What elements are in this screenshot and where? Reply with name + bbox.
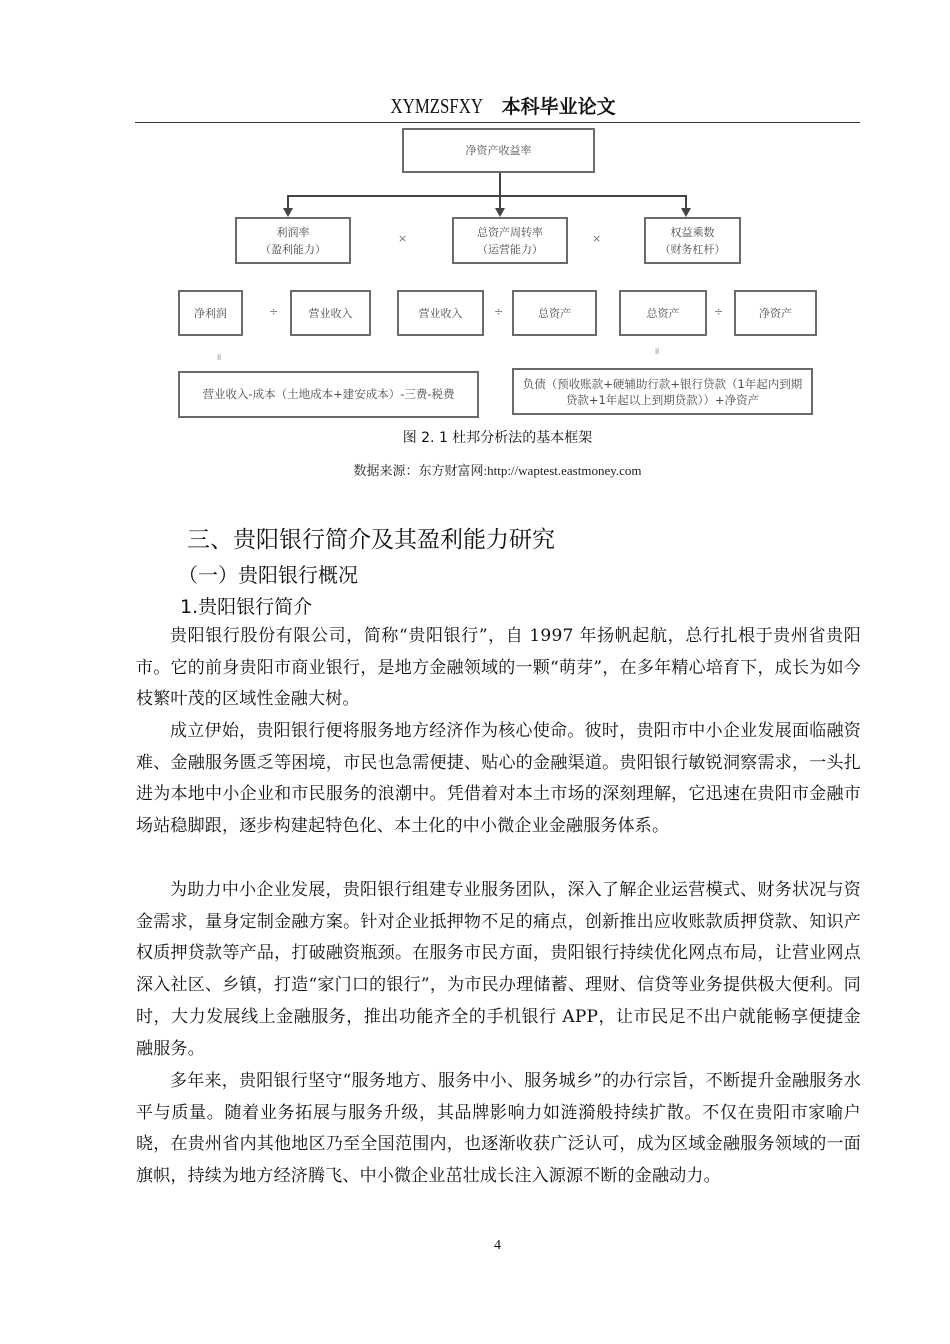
header-title-latin: XYMZSFXY xyxy=(390,94,484,118)
figure-caption: 图 2. 1 杜邦分析法的基本框架 xyxy=(402,430,593,446)
diagram-box-total-assets xyxy=(512,290,597,336)
page-number: 4 xyxy=(494,1238,501,1253)
body-paragraph: 为助力中小企业发展，贵阳银行组建专业服务团队，深入了解企业运营模式、财务状况与资金需求，量身定制金融方案。针对企业抵押物不足的痛点，创新推出应收账款质押贷款、知识产权质押贷款等产品，打破融资瓶颈。在服务市民方面，贵阳银行持续优化网点布局，让营业网点深入社区、乡镇，打造“家门口的银行”，为市民办理储蓄、理财、信贷等业务提供极大便利。同时，大力发展线上金融服务，推出功能齐全的手机银行 APP，让市民足不出户就能畅享便捷金融服务。 xyxy=(136,880,861,1059)
diagram-box-label: 营业收入 xyxy=(418,306,463,320)
diagram-box-label: 净利润 xyxy=(194,306,227,320)
subsubsection-heading: 1.贵阳银行简介 xyxy=(180,596,313,618)
connector-stem xyxy=(499,173,501,210)
diagram-box-label: 净资产收益率 xyxy=(465,144,532,157)
page-header-title xyxy=(0,92,950,121)
arrow-down-icon xyxy=(681,208,691,217)
diagram-box-total-assets-2 xyxy=(619,290,707,336)
diagram-box-equity-multiplier xyxy=(644,217,741,264)
header-title-cn: 本科毕业论文 xyxy=(501,96,616,118)
equals-symbol: ॥ xyxy=(654,347,659,357)
header-divider xyxy=(135,122,860,123)
diagram-box-label: 净资产 xyxy=(759,306,792,320)
diagram-box-profit-margin xyxy=(235,217,351,264)
diagram-box-net-profit xyxy=(178,290,243,336)
diagram-box-revenue-2 xyxy=(397,290,484,336)
diagram-box-label: 营业收入 xyxy=(308,306,353,320)
diagram-box-label: 总资产周转率 xyxy=(477,225,543,239)
arrow-down-icon xyxy=(283,208,293,217)
divide-symbol: ÷ xyxy=(494,305,504,318)
connector-horizontal xyxy=(287,195,687,197)
diagram-box-total-assets-formula xyxy=(512,368,813,415)
body-paragraph: 成立伊始，贵阳银行便将服务地方经济作为核心使命。彼时，贵阳市中小企业发展面临融资难、金融服务匮乏等困境，市民也急需便捷、贴心的金融渠道。贵阳银行敏锐洞察需求，一头扎进为本地中小企业和市民服务的浪潮中。凭借着对本土市场的深刻理解，它迅速在贵阳市金融市场站稳脚跟，逐步构建起特色化、本土化的中小微企业金融服务体系。 xyxy=(136,721,861,837)
multiply-symbol: × xyxy=(398,232,408,245)
diagram-box-sublabel: （财务杠杆） xyxy=(659,242,726,256)
diagram-box-net-profit-formula xyxy=(178,371,479,418)
diagram-box-revenue xyxy=(290,290,371,336)
body-paragraph: 贵阳银行股份有限公司，简称“贵阳银行”，自 1997 年扬帆起航，总行扎根于贵州省贵阳市。它的前身贵阳市商业银行，是地方金融领域的一颗“萌芽”，在多年精心培育下，成长为如今枝繁叶茂的区域性金融大树。 xyxy=(136,626,861,710)
diagram-box-roe xyxy=(402,128,595,173)
diagram-box-label: 利润率 xyxy=(276,225,310,239)
diagram-box-net-assets xyxy=(734,290,817,336)
subsection-heading: （一）贵阳银行概况 xyxy=(178,563,358,587)
diagram-box-asset-turnover xyxy=(452,217,568,264)
arrow-down-icon xyxy=(495,208,505,217)
section-heading: 三、贵阳银行简介及其盈利能力研究 xyxy=(187,527,555,553)
diagram-box-label: 总资产 xyxy=(538,306,571,320)
diagram-box-label: 负债（预收账款+硬辅助行款+银行贷款（1年起内到期贷款+1年起以上到期贷款））+净资产 xyxy=(522,376,803,407)
diagram-box-sublabel: （盈利能力） xyxy=(260,242,326,256)
diagram-box-label: 权益乘数 xyxy=(670,225,715,239)
diagram-box-label: 营业收入-成本（土地成本+建安成本）-三费-税费 xyxy=(202,387,455,401)
divide-symbol: ÷ xyxy=(714,305,724,318)
figure-source: 数据来源：东方财富网:http://waptest.eastmoney.com xyxy=(353,463,642,478)
body-paragraph: 多年来，贵阳银行坚守“服务地方、服务中小、服务城乡”的办行宗旨，不断提升金融服务水平与质量。随着业务拓展与服务升级，其品牌影响力如涟漪般持续扩散。不仅在贵阳市家喻户晓，在贵州省内其他地区乃至全国范围内，也逐渐收获广泛认可，成为区域金融服务领域的一面旗帜，持续为地方经济腾飞、中小微企业茁壮成长注入源源不断的金融动力。 xyxy=(136,1071,861,1187)
diagram-box-sublabel: （运营能力） xyxy=(477,242,543,256)
diagram-box-label: 总资产 xyxy=(646,306,680,320)
equals-symbol: ॥ xyxy=(216,353,221,363)
multiply-symbol: × xyxy=(592,232,602,245)
divide-symbol: ÷ xyxy=(269,305,279,318)
